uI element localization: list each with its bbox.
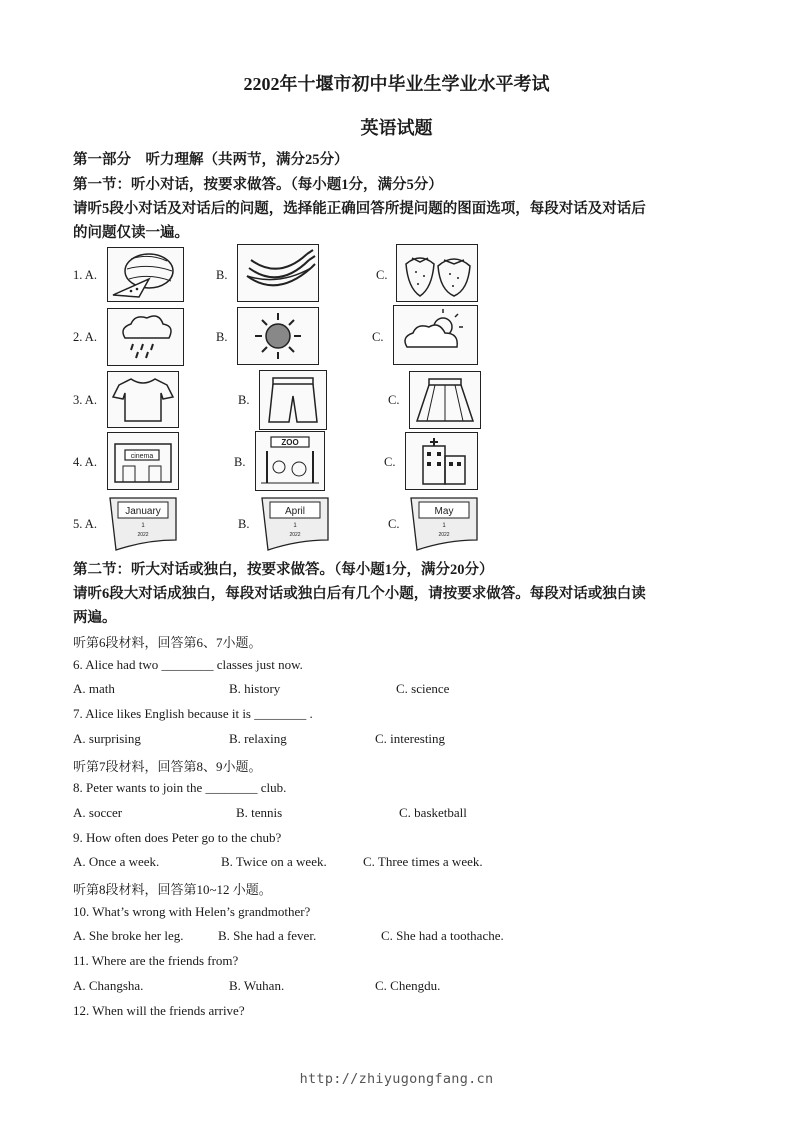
q5-label-b: B.: [238, 517, 250, 531]
question-text: 7. Alice likes English because it is ________ .: [73, 706, 313, 721]
q4-label-a: 4. A.: [73, 455, 97, 469]
calendar-1-month: January: [125, 506, 161, 517]
calendar-2-year: 2022: [289, 532, 301, 538]
watermelon-icon[interactable]: [107, 247, 184, 302]
strawberry-icon[interactable]: [396, 244, 478, 302]
q2-label-a: 2. A.: [73, 330, 97, 344]
section2-heading: 第二节：听大对话或独白，按要求做答。（每小题1分，满分20分）: [73, 562, 494, 578]
cinema-icon[interactable]: [107, 432, 179, 490]
q3-label-b: B.: [238, 393, 250, 407]
calendar-3-month: May: [434, 506, 454, 517]
q3-label-c: C.: [388, 393, 400, 407]
calendar-3-day: 1: [442, 523, 446, 529]
answer-option[interactable]: A. Changsha.: [73, 978, 144, 993]
answer-option[interactable]: C. Chengdu.: [375, 978, 441, 993]
sun-icon[interactable]: [237, 307, 319, 365]
answer-option[interactable]: B. Twice on a week.: [221, 854, 327, 869]
question-text: 10. What’s wrong with Helen’s grandmother?: [73, 904, 311, 919]
q5-label-c: C.: [388, 517, 400, 531]
question-text: 11. Where are the friends from?: [73, 953, 239, 968]
banana-icon[interactable]: [237, 244, 319, 302]
exam-title: 2202年十堰市初中毕业生学业水平考试: [243, 74, 550, 94]
calendar-2-day: 1: [293, 523, 297, 529]
calendar-may-icon[interactable]: [407, 494, 482, 552]
material-note: 听第6段材料，回答第6、7小题。: [73, 635, 262, 650]
part1-heading: 第一部分 听力理解（共两节，满分25分）: [73, 152, 349, 168]
cloudy-icon[interactable]: [393, 305, 478, 365]
calendar-april-icon[interactable]: [258, 494, 333, 552]
section1-instruction-1: 请听5段小对话及对话后的问题，选择能正确回答所提问题的图面选项，每段对话及对话后: [73, 201, 646, 217]
answer-option[interactable]: B. history: [229, 681, 281, 696]
rain-cloud-icon[interactable]: [107, 308, 184, 366]
q4-label-b: B.: [234, 455, 246, 469]
q2-label-b: B.: [216, 330, 228, 344]
answer-option[interactable]: C. interesting: [375, 731, 446, 746]
question-text: 6. Alice had two ________ classes just now.: [73, 657, 303, 672]
q3-label-a: 3. A.: [73, 393, 97, 407]
zoo-sign-text: ZOO: [281, 438, 299, 447]
section2-instruction-1: 请听6段大对话成独白，每段对话或独白后有几个小题，请按要求做答。每段对话或独白读: [73, 586, 646, 602]
section1-heading: 第一节：听小对话，按要求做答。（每小题1分，满分5分）: [73, 177, 443, 193]
answer-option[interactable]: C. Three times a week.: [363, 854, 483, 869]
q2-label-c: C.: [372, 330, 384, 344]
shorts-icon[interactable]: [259, 370, 327, 430]
answer-option[interactable]: A. math: [73, 681, 115, 696]
answer-option[interactable]: C. basketball: [399, 805, 467, 820]
material-note: 听第7段材料，回答第8、9小题。: [73, 759, 262, 774]
material-note: 听第8段材料，回答第10~12 小题。: [73, 882, 272, 897]
answer-option[interactable]: B. She had a fever.: [218, 928, 317, 943]
footer-watermark: http://zhiyugongfang.cn: [299, 1071, 494, 1087]
skirt-icon[interactable]: [409, 371, 481, 429]
answer-option[interactable]: C. She had a toothache.: [381, 928, 504, 943]
q1-label-c: C.: [376, 268, 388, 282]
section1-instruction-2: 的问题仅读一遍。: [73, 225, 189, 241]
calendar-1-day: 1: [141, 523, 145, 529]
question-text: 12. When will the friends arrive?: [73, 1003, 245, 1018]
calendar-2-month: April: [284, 506, 306, 517]
exam-subtitle: 英语试题: [360, 118, 433, 138]
answer-option[interactable]: A. She broke her leg.: [73, 928, 184, 943]
t-shirt-icon[interactable]: [107, 371, 179, 428]
answer-option[interactable]: A. Once a week.: [73, 854, 160, 869]
calendar-1-year: 2022: [137, 532, 149, 538]
question-text: 9. How often does Peter go to the chub?: [73, 830, 282, 845]
section2-instruction-2: 两遍。: [73, 610, 117, 626]
calendar-3-year: 2022: [438, 532, 450, 538]
question-text: 8. Peter wants to join the ________ club.: [73, 780, 287, 795]
q5-label-a: 5. A.: [73, 517, 97, 531]
calendar-january-icon[interactable]: [106, 494, 181, 552]
answer-option[interactable]: A. soccer: [73, 805, 123, 820]
q4-label-c: C.: [384, 455, 396, 469]
answer-option[interactable]: A. surprising: [73, 731, 141, 746]
hospital-icon[interactable]: [405, 432, 478, 490]
answer-option[interactable]: B. relaxing: [229, 731, 287, 746]
answer-option[interactable]: B. Wuhan.: [229, 978, 285, 993]
cinema-sign-text: cinema: [130, 453, 154, 460]
zoo-icon[interactable]: [255, 431, 325, 491]
q1-label-b: B.: [216, 268, 228, 282]
answer-option[interactable]: B. tennis: [236, 805, 283, 820]
q1-label-a: 1. A.: [73, 268, 97, 282]
answer-option[interactable]: C. science: [396, 681, 450, 696]
